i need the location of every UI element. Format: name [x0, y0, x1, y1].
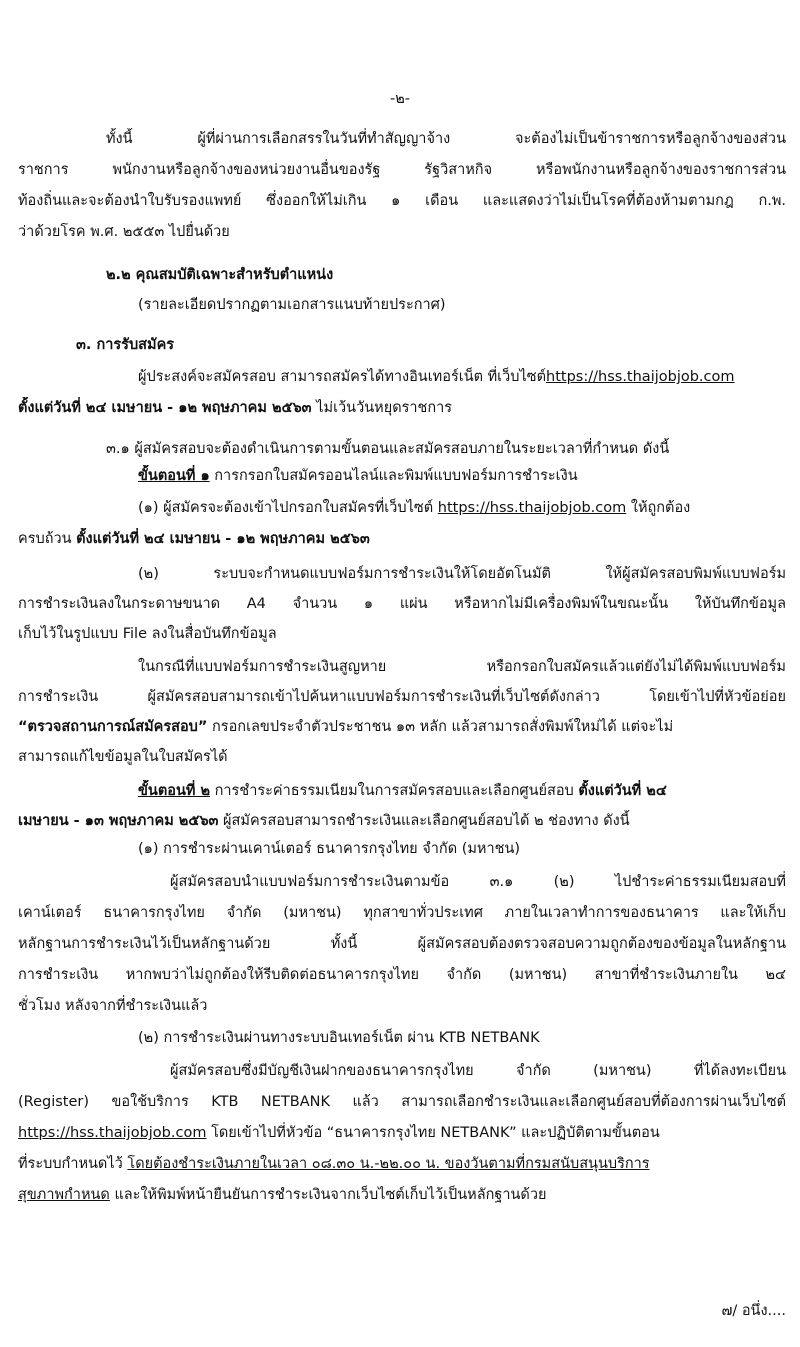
- channel-1-line4: การชำระเงิน หากพบว่าไม่ถูกต้องให้รีบติดต่อธนาคารกรุงไทย จำกัด (มหาชน) สาขาที่ชำระเงินภายใน ๒๔: [18, 967, 786, 983]
- step-1-item-1-line2: [18, 528, 786, 552]
- section-3-line1: [138, 366, 786, 390]
- para1-line4: ว่าด้วยโรค พ.ศ. ๒๕๕๓ ไปยื่นด้วย: [18, 224, 230, 240]
- step-2-label: ขั้นตอนที่ ๒: [138, 783, 211, 799]
- para1-line2: ราชการ พนักงานหรือลูกจ้างของหน่วยงานอื่นของรัฐ รัฐวิสาหกิจ หรือพนักงานหรือลูกจ้างของราชการส่วน: [18, 162, 786, 178]
- para1-line3: ท้องถิ่นและจะต้องนำใบรับรองแพทย์ ซึ่งออกให้ไม่เกิน ๑ เดือน และแสดงว่าไม่เป็นโรคที่ต้องห้ามตามกฎ ก.พ.: [18, 193, 786, 209]
- check-status-label: “ตรวจสถานการณ์สมัครสอบ”: [18, 719, 208, 735]
- step-2-period-start: ตั้งแต่วันที่ ๒๔: [578, 783, 667, 799]
- step-2-period-end: เมษายน - ๑๓ พฤษภาคม ๒๕๖๓: [18, 813, 219, 829]
- section-2-2-note: (รายละเอียดปรากฏตามเอกสารแนบท้ายประกาศ): [138, 297, 446, 313]
- channel-1-line5: ชั่วโมง หลังจากที่ชำระเงินแล้ว: [18, 998, 208, 1014]
- step-1-item-2-line1: (๒) ระบบจะกำหนดแบบฟอร์มการชำระเงินให้โดยอัตโนมัติ ให้ผู้สมัครสอบพิมพ์แบบฟอร์ม: [138, 566, 786, 582]
- channel-2-line4: [18, 1153, 786, 1177]
- channel-1-line2: เคาน์เตอร์ ธนาคารกรุงไทย จำกัด (มหาชน) ทุกสาขาทั่วประเทศ ภายในเวลาทำการของธนาคาร และให้เก็บ: [18, 905, 786, 921]
- step-1-text: การกรอกใบสมัครออนไลน์และพิมพ์แบบฟอร์มการชำระเงิน: [209, 468, 578, 484]
- step-1-item-1b-text: ครบถ้วน: [18, 531, 77, 547]
- step-1-item-1-end: ให้ถูกต้อง: [626, 500, 691, 516]
- lost-form-line3-text: กรอกเลขประจำตัวประชาชน ๑๓ หลัก แล้วสามารถสั่งพิมพ์ใหม่ได้ แต่จะไม่: [207, 719, 674, 735]
- channel-2-line3: [18, 1122, 786, 1146]
- step-2-line2: [18, 810, 786, 834]
- application-period: ตั้งแต่วันที่ ๒๔ เมษายน - ๑๒ พฤษภาคม ๒๕๖๓: [18, 400, 312, 416]
- page-number: -๒-: [389, 91, 411, 107]
- lost-form-line4: สามารถแก้ไขข้อมูลในใบสมัครได้: [18, 749, 228, 765]
- channel-2-line3-text: โดยเข้าไปที่หัวข้อ “ธนาคารกรุงไทย NETBANK” และปฏิบัติตามขั้นตอน: [206, 1125, 660, 1141]
- channel-2-line4-text: ที่ระบบกำหนดไว้: [18, 1156, 128, 1172]
- section-3-line2: [18, 397, 786, 421]
- step-1-label: ขั้นตอนที่ ๑: [138, 468, 210, 484]
- channel-2-line5-text: และให้พิมพ์หน้ายืนยันการชำระเงินจากเว็บไซต์เก็บไว้เป็นหลักฐานด้วย: [109, 1187, 547, 1203]
- step-1-item-1-text: (๑) ผู้สมัครจะต้องเข้าไปกรอกใบสมัครที่เว็บไซต์: [138, 500, 438, 516]
- section-3-1-intro: ๓.๑ ผู้สมัครสอบจะต้องดำเนินการตามขั้นตอนและสมัครสอบภายในระยะเวลาที่กำหนด ดังนี้: [106, 441, 670, 457]
- channel-1-line3: หลักฐานการชำระเงินไว้เป็นหลักฐานด้วย ทั้งนี้ ผู้สมัครสอบต้องตรวจสอบความถูกต้องของข้อมูลในหลักฐาน: [18, 936, 786, 952]
- section-3-text: ผู้ประสงค์จะสมัครสอบ สามารถสมัครได้ทางอินเทอร์เน็ต ที่เว็บไซต์: [138, 369, 547, 385]
- channel-1-line1: ผู้สมัครสอบนำแบบฟอร์มการชำระเงินตามข้อ ๓.๑ (๒) ไปชำระค่าธรรมเนียมสอบที่: [170, 874, 786, 890]
- channel-2-title: (๒) การชำระเงินผ่านทางระบบอินเทอร์เน็ต ผ่าน KTB NETBANK: [138, 1030, 540, 1046]
- section-2-2-heading: ๒.๒ คุณสมบัติเฉพาะสำหรับตำแหน่ง: [106, 267, 334, 283]
- step-1-period: ตั้งแต่วันที่ ๒๔ เมษายน - ๑๒ พฤษภาคม ๒๕๖๓: [76, 531, 370, 547]
- continued-footer: ๗/ อนึ่ง....: [721, 1303, 786, 1319]
- channel-2-line2: (Register) ขอใช้บริการ KTB NETBANK แล้ว สามารถเลือกชำระเงินและเลือกศูนย์สอบที่ต้องการผ่านเว็บไซต์: [18, 1094, 786, 1110]
- channel-1-title: (๑) การชำระผ่านเคาน์เตอร์ ธนาคารกรุงไทย จำกัด (มหาชน): [138, 841, 521, 857]
- section-3-heading: ๓. การรับสมัคร: [76, 337, 175, 353]
- department-name: สุขภาพกำหนด: [18, 1187, 110, 1203]
- website-link[interactable]: https://hss.thaijobjob.com: [546, 369, 735, 385]
- lost-form-line3: [18, 716, 786, 740]
- step-1-item-2-line3: เก็บไว้ในรูปแบบ File ลงในสื่อบันทึกข้อมูล: [18, 626, 277, 642]
- channel-2-line1: ผู้สมัครสอบซึ่งมีบัญชีเงินฝากของธนาคารกรุงไทย จำกัด (มหาชน) ที่ได้ลงทะเบียน: [170, 1063, 786, 1079]
- step-1-item-2-line2: การชำระเงินลงในกระดาษขนาด A4 จำนวน ๑ แผ่น หรือหากไม่มีเครื่องพิมพ์ในขณะนั้น ให้บันทึกข้อมูล: [18, 596, 786, 612]
- step-1-website-link[interactable]: https://hss.thaijobjob.com: [437, 500, 627, 516]
- lost-form-line2: การชำระเงิน ผู้สมัครสอบสามารถเข้าไปค้นหาแบบฟอร์มการชำระเงินที่เว็บไซต์ดังกล่าว โดยเข้าไปที่หัวข้อย่อย: [18, 689, 786, 705]
- step-2-text: การชำระค่าธรรมเนียมในการสมัครสอบและเลือกศูนย์สอบ: [210, 783, 579, 799]
- step-2-line1: [138, 780, 786, 804]
- lost-form-line1: ในกรณีที่แบบฟอร์มการชำระเงินสูญหาย หรือกรอกใบสมัครแล้วแต่ยังไม่ได้พิมพ์แบบฟอร์ม: [138, 659, 786, 675]
- step-1-line: [138, 465, 786, 489]
- step-1-item-1-line1: [138, 497, 786, 521]
- channel-2-line5: [18, 1184, 786, 1208]
- application-period-note: ไม่เว้นวันหยุดราชการ: [311, 400, 453, 416]
- para1-line1: ทั้งนี้ ผู้ที่ผ่านการเลือกสรรในวันที่ทำสัญญาจ้าง จะต้องไม่เป็นข้าราชการหรือลูกจ้างของส่วน: [106, 131, 786, 147]
- netbank-website-link[interactable]: https://hss.thaijobjob.com: [18, 1125, 207, 1141]
- step-2-line2-text: ผู้สมัครสอบสามารถชำระเงินและเลือกศูนย์สอบได้ ๒ ช่องทาง ดังนี้: [218, 813, 630, 829]
- payment-time-window: โดยต้องชำระเงินภายในเวลา ๐๘.๓๐ น.-๒๒.๐๐ น. ของวันตามที่กรมสนับสนุนบริการ: [127, 1156, 650, 1172]
